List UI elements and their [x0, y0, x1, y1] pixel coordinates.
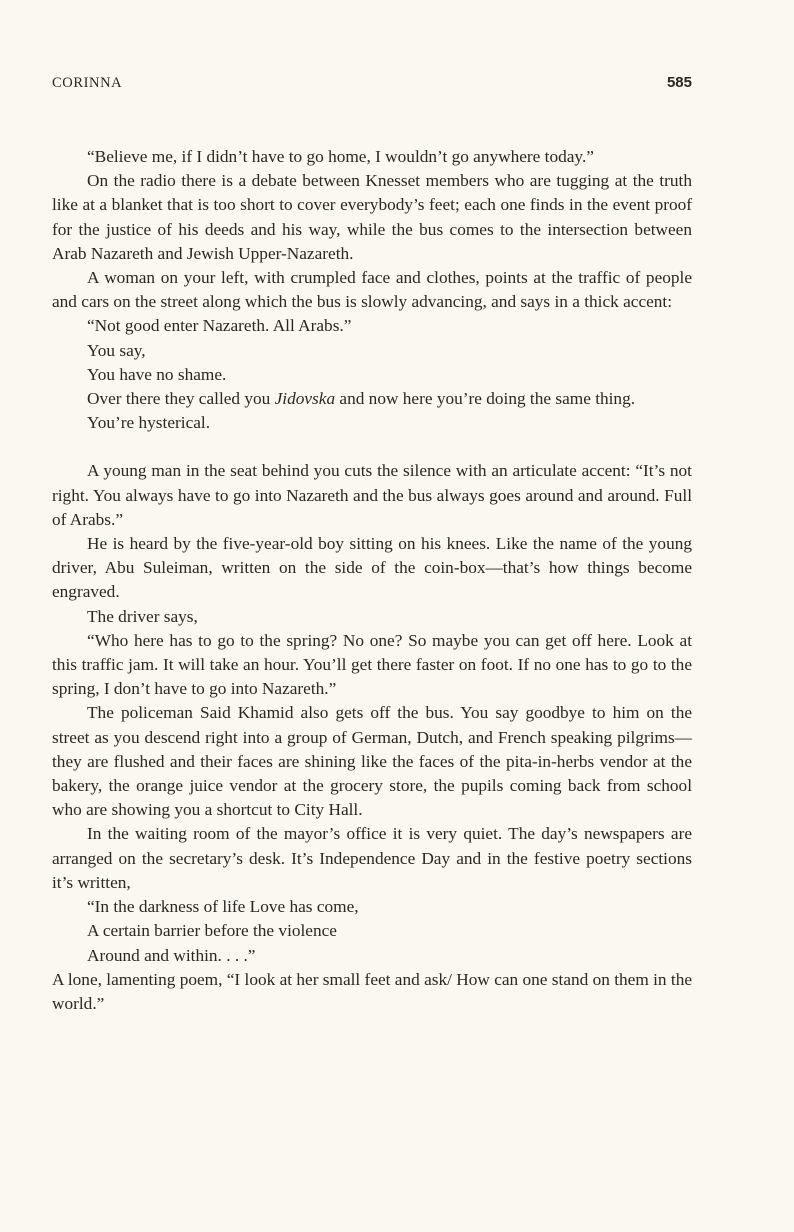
poem-line: “In the darkness of life Love has come, — [87, 897, 359, 917]
paragraph: You have no shame. — [87, 364, 227, 384]
paragraph: The driver says, — [87, 606, 198, 626]
paragraph: “Who here has to go to the spring? No one? So maybe you can get off here. Look at this traffic jam. It will take an hour. You’ll get there faster on foot. If no one has to go to the spring, I don’t have to go into Nazareth.” — [52, 630, 692, 699]
paragraph-text: and now here you’re doing the same thing. — [335, 389, 636, 409]
paragraph: “Not good enter Nazareth. All Arabs.” — [87, 316, 352, 336]
poem-line: A certain barrier before the violence — [87, 921, 337, 941]
italic-term: Jidovska — [274, 389, 336, 409]
paragraph: “Believe me, if I didn’t have to go home, I wouldn’t go anywhere today.” — [87, 147, 594, 166]
paragraph: He is heard by the five-year-old boy sitting on his knees. Like the name of the young driver, Abu Suleiman, written on the side of the coin-box—that’s how things become engraved. — [52, 534, 692, 602]
paragraph: A woman on your left, with crumpled face and clothes, points at the traffic of people and cars on the street along which the bus is slowly advancing, and says in a thick accent: — [52, 268, 692, 312]
paragraph: On the radio there is a debate between Knesset members who are tugging at the truth like at a blanket that is too short to cover everybody’s feet; each one finds in the event proof for the justice of his deeds and his way, while the bus comes to the intersection between Arab Nazareth and Jewish Upper-Nazareth. — [52, 171, 692, 263]
page-header — [52, 75, 692, 97]
paragraph: The policeman Said Khamid also gets off the bus. You say goodbye to him on the street as you descend right into a group of German, Dutch, and French speaking pilgrims—they are flushed and their faces are shining like the faces of the pita-in-herbs vendor at the bakery, the orange juice vendor at the grocery store, the pupils coming back from school who are showing you a shortcut to City Hall. — [52, 703, 692, 820]
body-text — [52, 145, 692, 1016]
page-number: 585 — [666, 74, 692, 91]
paragraph: A lone, lamenting poem, “I look at her small feet and ask/ How can one stand on them in the world.” — [52, 969, 692, 1013]
paragraph: You’re hysterical. — [87, 413, 211, 433]
paragraph: You say, — [87, 340, 146, 360]
paragraph-text: Over there they called you — [87, 389, 275, 409]
paragraph: In the waiting room of the mayor’s office it is very quiet. The day’s newspapers are arranged on the secretary’s desk. It’s Independence Day and in the festive poetry sections it’s written, — [52, 824, 692, 892]
paragraph: A young man in the seat behind you cuts the silence with an articulate accent: “It’s not right. You always have to go into Nazareth and the bus always goes around and around. Full of Arabs.” — [52, 461, 692, 529]
running-head: CORINNA — [52, 75, 123, 91]
paragraph — [52, 387, 692, 411]
poem-line: Around and within. . . .” — [87, 945, 256, 965]
